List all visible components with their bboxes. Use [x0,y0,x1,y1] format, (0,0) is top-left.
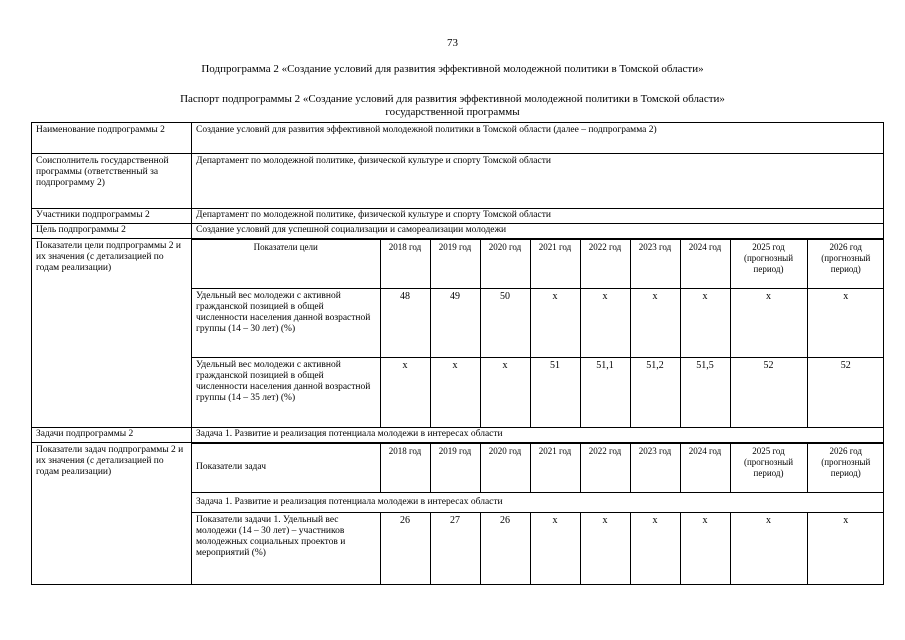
row-goal [32,224,884,239]
year-header: 2025 год (прогнозный период) [730,240,807,289]
indicator-value: x [530,512,580,584]
year-header: 2021 год [530,240,580,289]
row-value: Департамент по молодежной политике, физической культуре и спорту Томской области [192,209,884,224]
year-header: 2021 год [530,443,580,492]
row-label: Показатели задач подпрограммы 2 и их значения (с детализацией по годам реализации) [32,442,192,585]
indicator-value: x [580,512,630,584]
indicator-value: 51,2 [630,358,680,427]
indicator-value: x [530,289,580,358]
indicator-value: x [480,358,530,427]
year-header: 2022 год [580,240,630,289]
indicator-value: x [730,512,807,584]
row-value: Задача 1. Развитие и реализация потенциала молодежи в интересах области [192,427,884,442]
year-header: 2018 год [380,443,430,492]
row-value: Департамент по молодежной политике, физической культуре и спорту Томской области [192,154,884,209]
row-value: Создание условий для развития эффективной молодежной политики в Томской области (далее – подпрограмма 2) [192,123,884,154]
year-header: 2026 год (прогнозный период) [807,443,884,492]
indicator-value: 51,1 [580,358,630,427]
indicator-value: x [580,289,630,358]
indicator-value: 48 [380,289,430,358]
indicator-value: 26 [480,512,530,584]
indicator-value: 51,5 [680,358,730,427]
row-participants [32,209,884,224]
indicator-value: x [630,512,680,584]
indicator-value: x [730,289,807,358]
goal-indicators-cell [192,239,884,428]
row-coexecutor [32,154,884,209]
year-header: 2025 год (прогнозный период) [730,443,807,492]
indicator-row [192,512,884,584]
passport-title [0,93,905,119]
year-header: 2024 год [680,240,730,289]
row-value: Создание условий для успешной социализации и самореализации молодежи [192,224,884,239]
year-header: 2023 год [630,240,680,289]
passport-title-line2: государственной программы [385,106,520,118]
year-header: 2020 год [480,240,530,289]
indicator-row [192,358,884,427]
indicator-label: Удельный вес молодежи с активной гражданской позицией в общей численности населения данной возрастной группы (14 – 35 лет) (%) [192,358,380,427]
indicator-value: x [680,512,730,584]
header-row [192,443,884,492]
indicator-value: x [430,358,480,427]
year-header: 2024 год [680,443,730,492]
task-line: Задача 1. Развитие и реализация потенциала молодежи в интересах области [192,492,884,512]
indicator-value: 49 [430,289,480,358]
indicator-value: 27 [430,512,480,584]
indicator-value: x [380,358,430,427]
indicator-value: 50 [480,289,530,358]
row-label: Наименование подпрограммы 2 [32,123,192,154]
goal-indicators-table [192,239,884,427]
passport-title-line1: Паспорт подпрограммы 2 «Создание условий для развития эффективной молодежной политики в Томской области» [180,93,725,105]
row-goal-indicators [32,239,884,428]
row-label: Задачи подпрограммы 2 [32,427,192,442]
indicator-label: Удельный вес молодежи с активной гражданской позицией в общей численности населения данной возрастной группы (14 – 30 лет) (%) [192,289,380,358]
indicator-value: x [630,289,680,358]
indicator-header: Показатели задач [192,443,380,492]
page-number: 73 [447,37,458,49]
header-row [192,240,884,289]
row-label: Цель подпрограммы 2 [32,224,192,239]
indicator-label: Показатели задачи 1. Удельный вес молодежи (14 – 30 лет) – участников молодежных социальных проектов и мероприятий (%) [192,512,380,584]
indicator-value: 52 [730,358,807,427]
indicator-header: Показатели цели [192,240,380,289]
year-header: 2026 год (прогнозный период) [807,240,884,289]
year-header: 2019 год [430,240,480,289]
subprogram-title: Подпрограмма 2 «Создание условий для развития эффективной молодежной политики в Томской области» [201,63,704,75]
year-header: 2019 год [430,443,480,492]
row-task-indicators [32,442,884,585]
indicator-value: x [680,289,730,358]
year-header: 2022 год [580,443,630,492]
row-label: Показатели цели подпрограммы 2 и их значения (с детализацией по годам реализации) [32,239,192,428]
task-line-row [192,492,884,512]
year-header: 2023 год [630,443,680,492]
task-indicators-table [192,443,884,585]
indicator-value: x [807,512,884,584]
indicator-value: x [807,289,884,358]
indicator-value: 52 [807,358,884,427]
task-indicators-cell [192,442,884,585]
row-label: Соисполнитель государственной программы (ответственный за подпрограмму 2) [32,154,192,209]
year-header: 2018 год [380,240,430,289]
row-label: Участники подпрограммы 2 [32,209,192,224]
year-header: 2020 год [480,443,530,492]
indicator-value: 26 [380,512,430,584]
indicator-row [192,289,884,358]
row-name [32,123,884,154]
row-tasks [32,427,884,442]
passport-table [31,122,884,585]
indicator-value: 51 [530,358,580,427]
